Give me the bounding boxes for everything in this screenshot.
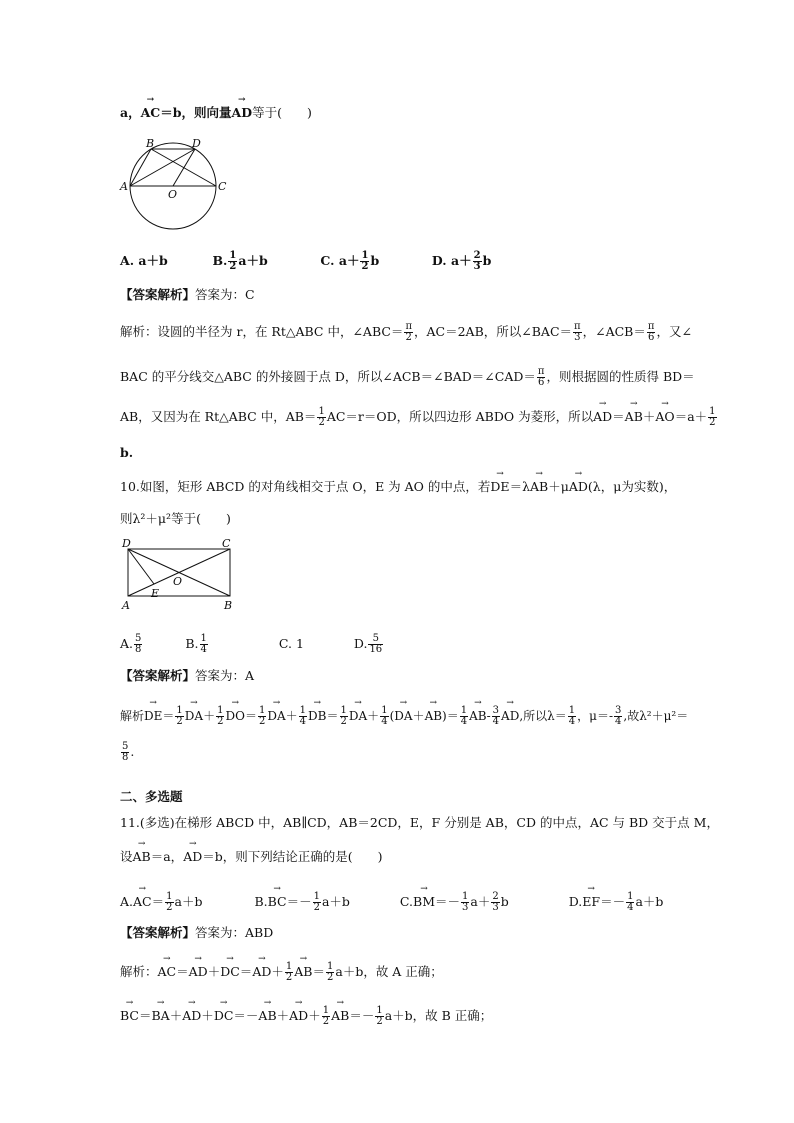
vector-symbol: → AC [133,895,152,909]
text-fragment: ＋ [308,1008,321,1023]
text-fragment: ＋ [276,1008,290,1023]
text-fragment: ＝ [138,1008,152,1023]
fraction-denominator: 2 [340,716,347,727]
text-fragment: ＋ [201,1008,214,1023]
vector-symbol: → AB [331,1009,349,1023]
q10-option-b[interactable] [185,633,209,655]
vector-symbol: → AB [625,410,643,424]
text-fragment: a＋b，故 A 正确； [335,964,443,979]
label-o: O [168,188,178,201]
q9-option-b[interactable] [212,250,268,272]
q10-option-c[interactable]: C. 1 [278,636,304,651]
q11-option-c[interactable] [399,891,509,913]
fraction [573,322,582,343]
text-fragment: ＝a＋ [674,409,708,424]
q11-option-d[interactable] [568,891,664,913]
fraction [492,706,500,727]
text-fragment: A. [120,894,134,909]
fraction-denominator: 16 [369,644,383,655]
segment-od [173,149,195,186]
fraction-numerator: 3 [492,705,500,716]
text-fragment: ＋ [285,709,298,723]
text-fragment: ＝ [244,709,257,723]
vector-symbol: → BA [152,1009,170,1023]
q9-solution-line-1 [120,322,692,343]
fraction-denominator: 2 [709,417,716,428]
fraction-numerator: 1 [627,891,634,902]
text-fragment: a＋b [174,894,203,909]
fraction-numerator: 1 [322,1005,330,1016]
answer-text: 答案为：A [195,668,255,683]
text-fragment: ＝－ [435,894,461,909]
q11-solution-b [120,1006,492,1027]
fraction-numerator: 1 [462,891,469,902]
text-fragment: 解析：设圆的半径为 r，在 Rt△ABC 中，∠ABC＝ [120,324,404,339]
fraction [537,367,546,388]
text-fragment: ＝a， [150,849,184,864]
vector-symbol: → AB [133,850,151,864]
fraction [368,634,383,655]
fraction-denominator: 4 [627,902,634,913]
text-fragment: 解析 [120,709,145,723]
fraction-numerator: 1 [340,705,347,716]
text-fragment: B. [212,253,228,268]
text-fragment: ＝b，则下列结论正确的是( ) [202,849,383,864]
fraction [375,1006,383,1027]
label-b: B [224,599,233,612]
text-fragment: b [370,253,380,268]
fraction [121,742,129,763]
text-fragment: AC＝r＝OD，所以四边形 ABDO 为菱形，所以 [326,409,594,424]
fraction [322,1006,330,1027]
label-d: D [192,138,201,150]
text-fragment: 设 [120,849,133,864]
segment-de [128,549,154,584]
answer-heading: 【答案解析】 [120,925,196,940]
text-fragment: ＋ [367,709,380,723]
text-fragment: ＝ [326,709,339,723]
text-fragment: D. [353,636,368,651]
q10-option-d[interactable] [353,633,384,655]
fraction [228,251,237,272]
text-fragment: . [130,744,135,759]
text-fragment: ，μ＝- [577,709,613,723]
vector-symbol: → AD [182,1009,201,1023]
vector-symbol: → DA [185,709,203,723]
q9-option-a[interactable]: A. a＋b [120,253,168,268]
q10-stem-2: 则λ²＋μ²等于( ) [120,511,231,526]
fraction-numerator: 1 [285,961,293,972]
vector-symbol: → AD [189,965,208,979]
fraction-numerator: 1 [327,961,334,972]
fraction [491,892,499,913]
fraction-numerator: 5 [122,741,129,752]
q10-rectangle-figure [118,537,240,613]
fraction-numerator: 1 [381,705,388,716]
fraction-numerator: π [647,321,655,332]
vector-symbol: → BC [120,1009,139,1023]
fraction-numerator: 1 [176,705,183,716]
text-fragment: b [482,253,492,268]
vector-symbol: → DC [220,965,240,979]
vector-symbol: → DC [214,1009,234,1023]
fraction-numerator: 2 [473,250,481,261]
vector-symbol: → AD [289,1009,308,1023]
vector-symbol: → DA [394,709,412,723]
q11-option-a[interactable] [120,891,203,913]
fraction-numerator: 3 [615,705,622,716]
text-fragment: a＋b，故 B 正确； [384,1008,493,1023]
q10-stem [120,480,676,494]
fraction [317,407,325,428]
text-fragment: ＋μ [548,479,569,494]
text-fragment: ＋ [642,409,656,424]
fraction [380,706,388,727]
fraction-denominator: 4 [200,644,207,655]
text-fragment: ＝－ [600,894,626,909]
fraction [285,962,293,983]
text-fragment: ＝ [151,894,165,909]
fraction-numerator: 1 [200,633,207,644]
text-fragment: (λ，μ为实数)， [587,479,677,494]
q10-option-a[interactable] [120,633,143,655]
fraction-denominator: 4 [460,716,468,727]
fraction-denominator: 3 [473,261,481,272]
vector-symbol: → EF [582,895,600,909]
text-fragment: ＋ [207,964,221,979]
q10-answer [120,669,254,683]
text-fragment: ，又∠ [656,324,692,339]
fraction [175,706,183,727]
fraction-numerator: 1 [361,250,369,261]
text-fragment: ＝ [239,964,253,979]
q9-circle-figure [118,138,230,230]
label-a: A [122,599,130,612]
label-e: E [151,587,160,600]
fraction [568,706,576,727]
fraction-numerator: 1 [166,891,173,902]
text-fragment: ) [442,709,447,723]
vector-symbol: → BC [268,895,287,909]
fraction-numerator: 1 [376,1005,383,1016]
text-fragment: D. a＋ [431,253,472,268]
fraction-denominator: 2 [361,261,369,272]
text-fragment: ＝ [612,409,625,424]
text-fragment: b [500,894,509,909]
fraction-denominator: 3 [492,902,499,913]
fraction-numerator: 5 [368,634,383,645]
text-fragment: - [486,709,491,723]
vector-symbol: → BM [413,895,435,909]
fraction-denominator: 2 [176,716,183,727]
text-fragment: B. [254,894,268,909]
text-fragment: ＋ [271,964,284,979]
fraction-numerator: 1 [318,406,325,417]
fraction-numerator: 1 [313,891,320,902]
text-fragment: a＋b [321,894,350,909]
fraction-denominator: 3 [574,332,581,343]
label-c: C [218,180,227,193]
text-fragment: a＋b [635,894,664,909]
text-fragment: ＋ [169,1008,183,1023]
fraction-denominator: 2 [166,902,173,913]
vector-symbol: → AB [425,709,442,723]
text-fragment: AB，又因为在 Rt△ABC 中，AB＝ [120,409,317,424]
fraction [626,892,634,913]
fraction-denominator: 4 [299,716,307,727]
text-fragment: ＝ [162,709,175,723]
q11-option-b[interactable] [254,891,350,913]
vector-symbol: → DO [225,709,244,723]
text-fragment: A. [120,636,134,651]
fraction [258,706,266,727]
q10-solution-line-1 [120,706,688,727]
vector-symbol: → AO [655,410,674,424]
text-fragment: D. [568,894,583,909]
vector-symbol: → DB [308,709,326,723]
text-fragment: B. [185,636,199,651]
label-a: A [120,180,128,193]
fraction [299,706,307,727]
fraction [134,634,142,655]
fraction-numerator: π [405,321,413,332]
q9-stem [120,106,312,120]
text-fragment: a＋ [470,894,491,909]
answer-heading: 【答案解析】 [120,287,196,302]
q11-stem-1: 11.(多选)在梯形 ABCD 中，AB∥CD，AB＝2CD，E，F 分别是 AB，CD 的中点，AC 与 BD 交于点 M， [120,815,719,830]
fraction-denominator: 2 [313,902,320,913]
fraction-numerator: 1 [460,705,468,716]
vector-symbol: → AD [183,850,202,864]
text-fragment: ( [389,709,395,723]
fraction [200,634,208,655]
text-fragment: ,故λ²＋μ²＝ [623,709,689,723]
fraction [461,892,469,913]
segment-ad [130,149,195,186]
q9-answer [120,288,255,302]
fraction [313,892,321,913]
q9-solution-line-3 [120,407,718,428]
text-fragment: ＝ [312,964,325,979]
fraction-denominator: 2 [322,1016,330,1027]
fraction-numerator: 1 [258,705,266,716]
fraction-numerator: π [574,321,581,332]
fraction-denominator: 2 [229,261,237,272]
text-fragment: 解析： [120,964,158,979]
q9-stem-a: a， [120,105,141,120]
q11-answer [120,926,273,940]
q9-options [120,251,491,272]
text-fragment: ＝λ [509,479,530,494]
text-fragment: ＝－ [233,1008,259,1023]
answer-heading: 【答案解析】 [120,668,196,683]
fraction [326,962,334,983]
answer-text: 答案为：ABD [195,925,274,940]
fraction-denominator: 2 [217,716,224,727]
fraction-numerator: 1 [299,705,307,716]
vector-symbol: → AB [294,965,312,979]
text-fragment: ＋ [203,709,216,723]
text-fragment: ＝ [176,964,189,979]
vector-symbol: → AB [530,480,548,494]
label-o: O [173,575,183,588]
fraction-numerator: 2 [492,891,499,902]
q10-options [120,634,384,655]
fraction [473,251,482,272]
text-fragment: a＋b [238,253,268,268]
fraction-denominator: 2 [327,972,334,983]
fraction-denominator: 6 [647,332,655,343]
q10-solution-line-2 [120,742,134,763]
fraction-denominator: 4 [492,716,500,727]
section-heading-multiple-choice: 二、多选题 [120,789,183,804]
text-fragment: C. [399,894,414,909]
q9-option-c[interactable] [320,250,380,272]
fraction [708,407,716,428]
text-fragment: ，AC＝2AB，所以∠BAC＝ [414,324,573,339]
vector-ad: → AD [232,106,253,120]
fraction-numerator: π [537,366,545,377]
vector-symbol: → AD [501,709,519,723]
text-fragment: ＝－ [286,894,312,909]
q9-stem-tail: 等于( ) [252,105,312,120]
text-fragment: ＝－ [349,1008,375,1023]
fraction-denominator: 2 [376,1016,383,1027]
text-fragment: ，则根据圆的性质得 BD＝ [546,369,695,384]
vector-symbol: → AD [593,410,612,424]
fraction [460,706,468,727]
fraction [614,706,622,727]
fraction [216,706,224,727]
q9-solution-line-2 [120,367,695,388]
q11-solution-a [120,962,443,983]
text-fragment: C. a＋ [320,253,360,268]
vector-symbol: → AC [158,965,177,979]
fraction-denominator: 8 [135,644,142,655]
text-fragment: ＝ [446,709,459,723]
label-c: C [222,537,231,550]
vector-ac: → AC [141,106,161,120]
text-fragment: ,所以λ＝ [519,709,567,723]
vector-symbol: → DE [144,709,162,723]
vector-symbol: → AB [258,1009,276,1023]
text-fragment: BAC 的平分线交△ABC 的外接圆于点 D，所以∠ACB＝∠BAD＝∠CAD＝ [120,369,536,384]
fraction-numerator: 1 [229,250,237,261]
vector-symbol: → AB [469,709,486,723]
q11-stem-2 [120,850,383,864]
fraction-denominator: 2 [285,972,293,983]
label-b: B [146,138,155,150]
fraction-numerator: 5 [135,633,142,644]
fraction-denominator: 2 [258,716,266,727]
fraction [165,892,173,913]
vector-symbol: → AD [252,965,271,979]
label-d: D [122,537,131,550]
fraction [647,322,656,343]
fraction-denominator: 2 [318,417,325,428]
fraction-numerator: 1 [217,705,224,716]
fraction-denominator: 2 [405,332,412,343]
fraction-denominator: 4 [381,716,388,727]
vector-symbol: → DA [349,709,367,723]
fraction-numerator: 1 [709,406,716,417]
vector-symbol: → DA [267,709,285,723]
text-fragment: ，∠ACB＝ [582,324,646,339]
q9-stem-b: ＝b，则向量 [160,105,232,120]
fraction [360,251,369,272]
fraction [340,706,348,727]
fraction-denominator: 4 [615,716,622,727]
fraction-denominator: 4 [568,716,576,727]
q9-solution-line-4: b. [120,445,134,460]
fraction [404,322,413,343]
vector-symbol: → DE [490,480,509,494]
text-fragment: ＋ [412,709,425,723]
text-fragment: 10.如图，矩形 ABCD 的对角线相交于点 O，E 为 AO 的中点，若 [120,479,491,494]
q11-options [120,892,663,913]
fraction-denominator: 6 [537,377,545,388]
fraction-denominator: 8 [122,752,129,763]
fraction-numerator: 1 [568,705,576,716]
fraction-denominator: 3 [462,902,469,913]
answer-text: 答案为：C [195,287,255,302]
vector-symbol: → AD [569,480,588,494]
q9-option-d[interactable] [431,250,492,272]
